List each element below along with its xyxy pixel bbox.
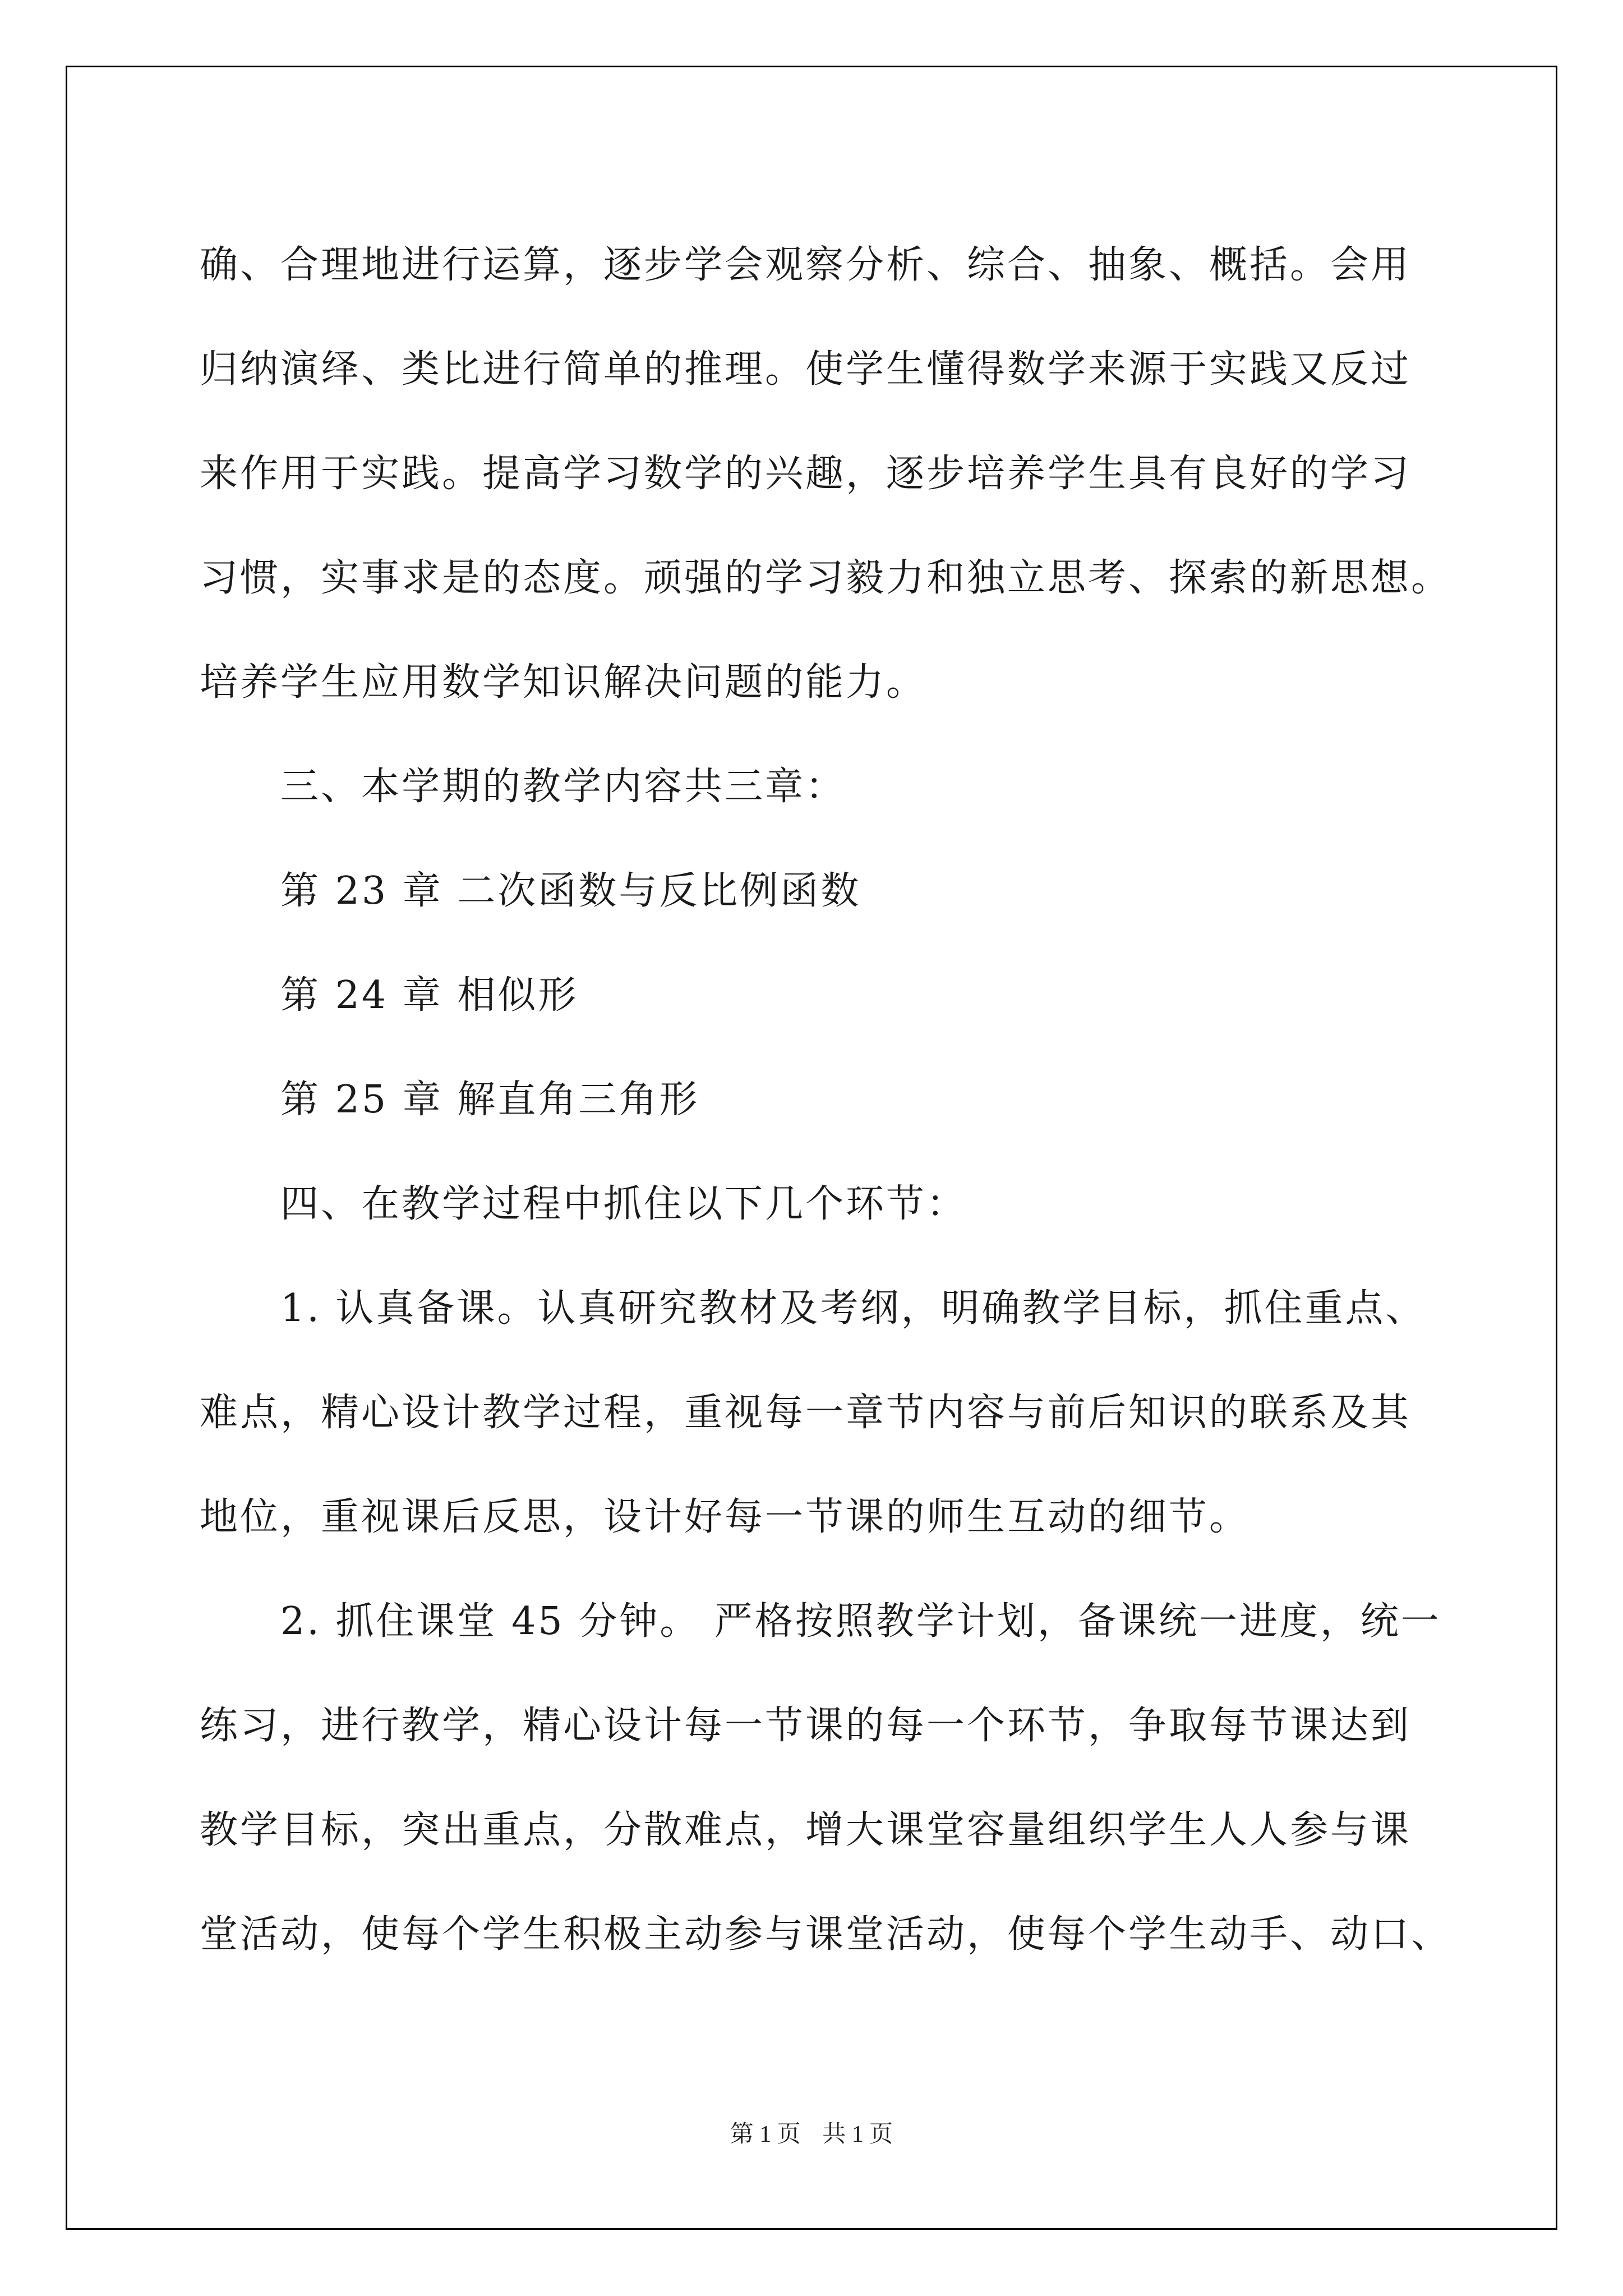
page-number: 第 1 页 xyxy=(730,2122,801,2147)
text-line: 归纳演绎、类比进行简单的推理。使学生懂得数学来源于实践又反过 xyxy=(200,347,1412,392)
text-line: 2. 抓住课堂 45 分钟。 严格按照教学计划，备课统一进度，统一 xyxy=(280,1599,1441,1644)
text-line: 地位，重视课后反思，设计好每一节课的师生互动的细节。 xyxy=(200,1495,1250,1539)
text-line: 确、合理地进行运算，逐步学会观察分析、综合、抽象、概括。会用 xyxy=(200,243,1412,287)
document-body xyxy=(200,213,1452,1987)
text-line: 习惯，实事求是的态度。顽强的学习毅力和独立思考、探索的新思想。 xyxy=(200,556,1452,600)
text-line: 1. 认真备课。认真研究教材及考纲，明确教学目标，抓住重点、 xyxy=(280,1286,1426,1331)
chapter-item: 第 24 章 相似形 xyxy=(280,973,579,1018)
page-footer xyxy=(0,2118,1623,2151)
text-line: 堂活动，使每个学生积极主动参与课堂活动，使每个学生动手、动口、 xyxy=(200,1912,1452,1957)
text-line: 教学目标，突出重点，分散难点，增大课堂容量组织学生人人参与课 xyxy=(200,1808,1412,1852)
text-line: 培养学生应用数学知识解决问题的能力。 xyxy=(200,660,927,705)
chapter-item: 第 23 章 二次函数与反比例函数 xyxy=(280,869,861,913)
section-heading: 三、本学期的教学内容共三章： xyxy=(280,765,846,809)
text-line: 来作用于实践。提高学习数学的兴趣，逐步培养学生具有良好的学习 xyxy=(200,452,1412,496)
chapter-item: 第 25 章 解直角三角形 xyxy=(280,1078,700,1122)
text-line: 练习，进行教学，精心设计每一节课的每一个环节，争取每节课达到 xyxy=(200,1704,1412,1748)
page-total: 共 1 页 xyxy=(822,2122,893,2147)
section-heading: 四、在教学过程中抓住以下几个环节： xyxy=(280,1182,967,1226)
text-line: 难点，精心设计教学过程，重视每一章节内容与前后知识的联系及其 xyxy=(200,1391,1412,1435)
